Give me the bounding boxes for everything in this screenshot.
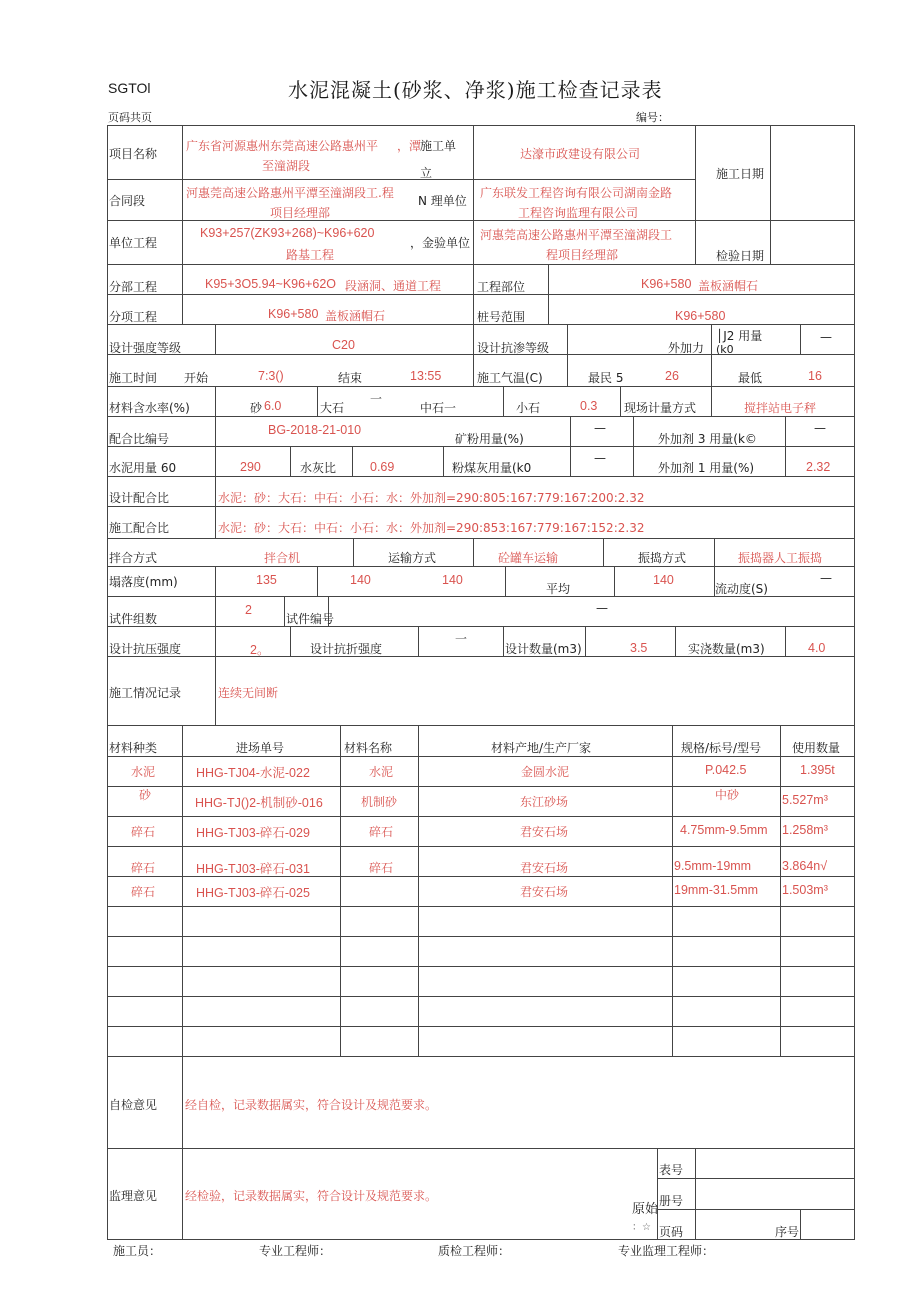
admix-label: 外加力 [668, 341, 705, 355]
transport-value: 砼罐车运输 [498, 551, 559, 565]
mixing-label: 拌合方式 [109, 551, 158, 565]
mat-qty: 1.258m³ [782, 823, 828, 837]
actual-qty-label: 实浇数量(m3) [688, 642, 765, 656]
pile-label: 桩号范围 [477, 310, 526, 324]
admix3-value: — [814, 421, 826, 435]
fly-ash-label: 粉煤灰用量(k0 [452, 461, 532, 475]
supervision-label: 监理意见 [109, 1189, 158, 1203]
specimen-group-value: 2 [245, 603, 252, 617]
book-no-label: 册号 [659, 1194, 684, 1208]
mat-type: 水泥 [131, 765, 156, 779]
min-temp: 16 [808, 369, 822, 383]
mat-header-qty: 使用数量 [792, 741, 841, 755]
small-stone-moisture: 0.3 [580, 399, 598, 413]
mat-type: 砂 [139, 788, 152, 802]
number-label: 编号： [636, 111, 669, 124]
contractor-label-1: 施工单 [420, 139, 457, 153]
signature-supervisor: 专业监理工程师： [618, 1244, 715, 1258]
contract-value-line1: 河惠莞高速公路惠州平潭至潼湖段工.程 [186, 186, 394, 200]
unit-label: 单位工程 [109, 236, 158, 250]
original-label: 原始 [632, 1202, 659, 1217]
form-code: SGTOl [108, 80, 151, 96]
transport-label: 运输方式 [388, 551, 437, 565]
mat-name: 机制砂 [361, 795, 398, 809]
form-title: 水泥混凝土(砂浆、净浆)施工检查记录表 [288, 78, 663, 102]
flow-value: — [820, 571, 832, 585]
item-text: 盖板涵帽石 [325, 309, 386, 323]
inspect-unit-label: ，金验单位 [410, 236, 471, 250]
mat-qty: 3.864n√ [782, 859, 828, 873]
moisture-label: 材料含水率(%) [109, 401, 190, 415]
specimen-group-label: 试件组数 [109, 612, 158, 626]
j2-value: — [820, 330, 832, 344]
supervision-value: 经检验，记录数据属实，符合设计及规范要求。 [185, 1189, 438, 1203]
original-mark: ：☆ [632, 1222, 651, 1233]
actual-qty-value: 4.0 [808, 641, 826, 655]
seep-label: 设计抗渗等级 [477, 341, 550, 355]
contract-label: 合同段 [109, 194, 146, 208]
meter-label: 现场计量方式 [624, 401, 697, 415]
mat-qty: 1.395t [800, 763, 835, 777]
specimen-no-value: — [596, 601, 608, 615]
design-mix-label: 设计配合比 [109, 491, 170, 505]
mat-spec: 中砂 [715, 788, 740, 802]
mat-type: 碎石 [131, 885, 156, 899]
start-time: 7:3() [258, 369, 284, 383]
flex-strength-value: 一 [455, 632, 468, 646]
signature-engineer: 专业工程师： [259, 1244, 332, 1258]
mat-no: HHG-TJ03-碎石-029 [196, 826, 310, 840]
item-code: K96+580 [268, 307, 319, 321]
mat-spec: 4.75mm-9.5mm [680, 823, 768, 837]
division-label: 分部工程 [109, 280, 158, 294]
mat-type: 碎石 [131, 861, 156, 875]
mat-origin: 君安石场 [520, 825, 569, 839]
mat-header-type: 材料种类 [109, 741, 158, 755]
min-temp-label: 最低 [738, 371, 763, 385]
contractor-value: 达濠市政建设有限公司 [520, 147, 641, 161]
mat-name: 水泥 [369, 765, 394, 779]
site-mix-label: 施工配合比 [109, 521, 170, 535]
mix-no-value: BG-2018-21-010 [268, 423, 362, 437]
mat-spec: P.042.5 [705, 763, 747, 777]
vibrate-value: 振捣器人工振捣 [738, 551, 823, 565]
mat-header-spec: 规格/标号/型号 [681, 741, 762, 755]
mat-header-name: 材料名称 [344, 741, 393, 755]
signature-qc: 质检工程师： [438, 1244, 511, 1258]
slag-value: — [594, 421, 606, 435]
temp-label: 施工气温(C) [477, 371, 543, 385]
mat-type: 碎石 [131, 825, 156, 839]
admix3-label: 外加剂 3 用量(k© [658, 432, 757, 446]
admix1-value: 2.32 [806, 460, 831, 474]
contract-value-line2: 项目经理部 [270, 206, 331, 220]
supervisor-unit-line1: 广东联发工程咨询有限公司湖南金路 [480, 186, 673, 200]
slag-label: 矿粉用量(%) [455, 432, 524, 446]
unit-value-line1: K93+257(ZK93+268)~K96+620 [200, 226, 375, 240]
page-info: 页码共页 [108, 111, 152, 124]
inspect-unit-line2: 程项目经理部 [546, 248, 619, 262]
mat-origin: 金圆水泥 [521, 765, 570, 779]
signature-worker: 施工员： [113, 1244, 162, 1258]
unit-value-line2: 路基工程 [286, 248, 335, 262]
end-time: 13:55 [410, 369, 442, 383]
design-mix-value: 水泥：砂：大石：中石：小石：水：外加剂=290:805:167:779:167:200:2.32 [218, 491, 645, 505]
comp-strength-value: 2。 [250, 643, 270, 657]
inspect-unit-line1: 河惠莞高速公路惠州平潭至潼湖段工 [480, 228, 673, 242]
start-label: 开始 [184, 371, 209, 385]
seq-no-label: 序号 [775, 1225, 800, 1239]
division-code: K95+3O5.94~K96+62O [205, 277, 337, 291]
vibrate-label: 振捣方式 [638, 551, 687, 565]
strength-label: 设计强度等级 [109, 341, 182, 355]
mat-spec: 19mm-31.5mm [674, 883, 759, 897]
wc-label: 水灰比 [300, 461, 337, 475]
slump-avg: 140 [653, 573, 674, 587]
slump-1: 135 [256, 573, 277, 587]
j2-label-2: (k0 [716, 343, 734, 356]
division-text: 段涵洞、通道工程 [345, 279, 442, 293]
mat-name: 碎石 [369, 825, 394, 839]
construction-date-label: 施工日期 [716, 167, 765, 181]
comp-strength-label: 设计抗压强度 [109, 642, 182, 656]
supervisor-unit-line2: 工程咨询监理有限公司 [518, 206, 639, 220]
max-temp: 26 [665, 369, 679, 383]
self-check-value: 经自检，记录数据属实，符合设计及规范要求。 [185, 1098, 438, 1112]
contractor-label-2: 立 [420, 166, 433, 180]
slump-avg-label: 平均 [546, 582, 571, 596]
site-mix-value: 水泥：砂：大石：中石：小石：水：外加剂=290:853:167:779:167:152:2.32 [218, 521, 645, 535]
mat-header-no: 进场单号 [236, 741, 285, 755]
project-name-line2: 至潼湖段 [262, 159, 311, 173]
wc-value: 0.69 [370, 460, 395, 474]
cement-label: 水泥用量 60 [109, 461, 177, 475]
mat-header-origin: 材料产地/生产厂家 [491, 741, 592, 755]
project-name-fragment: ，潭 [397, 139, 422, 153]
sand-moisture: 6.0 [264, 399, 282, 413]
mix-no-label: 配合比编号 [109, 432, 170, 446]
flow-label: 流动度(S) [715, 582, 768, 596]
end-label: 结束 [338, 371, 363, 385]
max-temp-label: 最民 5 [588, 371, 624, 385]
record-label: 施工情况记录 [109, 686, 182, 700]
fly-ash-value: — [594, 451, 606, 465]
strength-value: C20 [332, 338, 355, 352]
meter-value: 搅拌站电子秤 [744, 401, 817, 415]
part-text: 盖板涵帽石 [698, 279, 759, 293]
time-label: 施工时间 [109, 371, 158, 385]
design-qty-value: 3.5 [630, 641, 648, 655]
mat-no: HHG-TJ04-水泥-022 [196, 766, 310, 780]
mat-no: HHG-TJ()2-机制砂-016 [195, 796, 323, 810]
slump-label: 塌落度(mm) [109, 575, 178, 589]
pile-value: K96+580 [675, 309, 726, 323]
project-name-line1: 广东省河源惠州东莞高速公路惠州平 [186, 139, 379, 153]
cement-value: 290 [240, 460, 261, 474]
mat-name: 碎石 [369, 861, 394, 875]
mid-stone-label: 中石一 [420, 401, 457, 415]
project-label: 项目名称 [109, 147, 158, 161]
small-stone-label: 小石 [516, 401, 541, 415]
self-check-label: 自检意见 [109, 1098, 158, 1112]
mat-spec: 9.5mm-19mm [674, 859, 752, 873]
slump-3: 140 [442, 573, 463, 587]
mat-origin: 君安石场 [520, 861, 569, 875]
mat-no: HHG-TJ03-碎石-031 [196, 862, 310, 876]
mat-qty: 1.503m³ [782, 883, 828, 897]
mat-origin: 君安石场 [520, 885, 569, 899]
mat-origin: 东江砂场 [520, 795, 569, 809]
big-stone-label: 大石 [320, 401, 345, 415]
j2-label-1: │J2 用量 [716, 329, 763, 343]
part-label: 工程部位 [477, 280, 526, 294]
part-code: K96+580 [641, 277, 692, 291]
admix1-label: 外加剂 1 用量(%) [658, 461, 755, 475]
mat-qty: 5.527m³ [782, 793, 828, 807]
inspect-date-label: 检验日期 [716, 249, 765, 263]
supervisor-unit-label: N 理单位 [418, 194, 467, 208]
big-stone-moisture: 一 [370, 392, 383, 406]
mat-no: HHG-TJ03-碎石-025 [196, 886, 310, 900]
sand-label: 砂 [250, 401, 263, 415]
item-label: 分项工程 [109, 310, 158, 324]
design-qty-label: 设计数量(m3) [505, 642, 582, 656]
record-value: 连续无间断 [218, 686, 279, 700]
specimen-no-label: 试件编号 [286, 612, 335, 626]
slump-2: 140 [350, 573, 371, 587]
page-no-label: 页码 [659, 1225, 684, 1239]
mixing-value: 拌合机 [264, 551, 301, 565]
table-no-label: 表号 [659, 1163, 684, 1177]
flex-strength-label: 设计抗折强度 [310, 642, 383, 656]
